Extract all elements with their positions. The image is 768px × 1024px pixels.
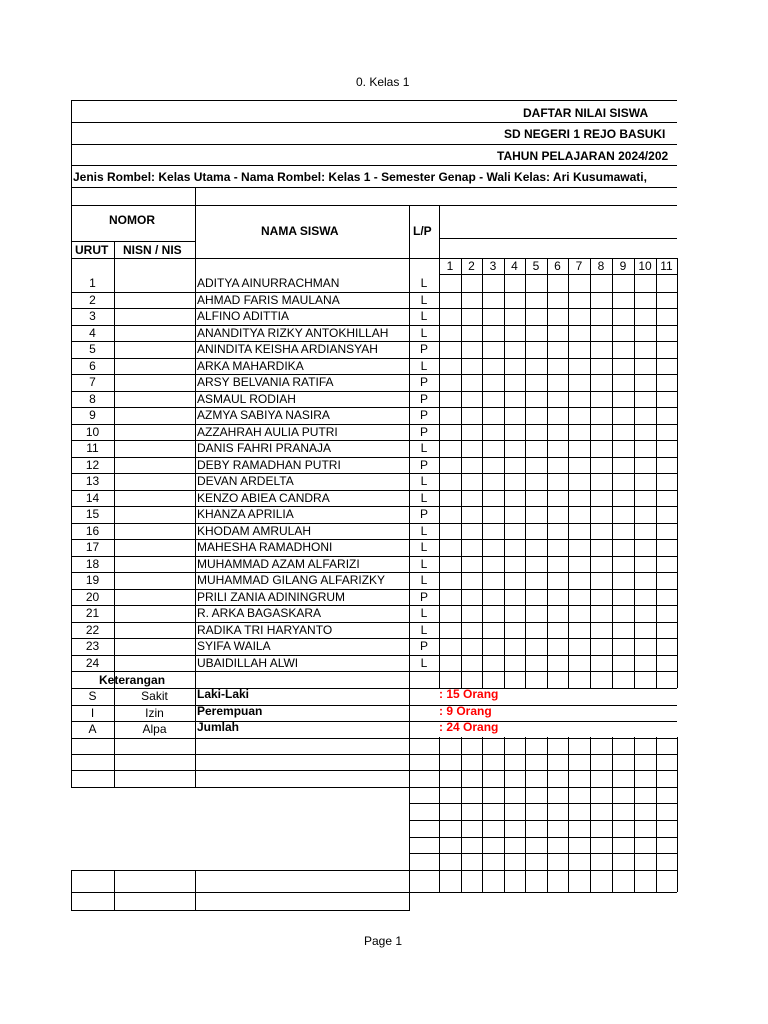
student-no: 9 xyxy=(89,408,96,422)
student-gender: L xyxy=(420,573,428,587)
student-no: 6 xyxy=(89,358,96,373)
ket-code: A xyxy=(88,722,97,736)
student-name: MAHESHA RAMADHONI xyxy=(197,540,333,554)
table-row xyxy=(0,572,768,589)
sign-box-vline xyxy=(71,870,72,911)
student-no: 20 xyxy=(85,589,100,604)
student-gender: L xyxy=(420,358,428,373)
lower-score-vline xyxy=(504,770,505,892)
student-gender: L xyxy=(420,325,428,340)
lower-grid-line xyxy=(409,803,677,804)
table-row xyxy=(0,341,768,358)
table-row xyxy=(0,292,768,309)
student-gender: L xyxy=(420,474,428,488)
lower-grid-line xyxy=(409,837,677,838)
table-row xyxy=(0,622,768,639)
title-line-2: SD NEGERI 1 REJO BASUKI xyxy=(504,127,666,141)
score-vline xyxy=(504,737,505,770)
ket-code: S xyxy=(88,689,97,703)
score-vline xyxy=(656,737,657,770)
student-no: 14 xyxy=(85,490,100,505)
row-hline xyxy=(71,671,677,672)
lp-vline xyxy=(409,737,410,770)
table-row xyxy=(0,473,768,490)
student-name: SYIFA WAILA xyxy=(197,639,271,653)
student-no: 3 xyxy=(89,309,96,323)
table-row xyxy=(0,391,768,408)
score-vline xyxy=(547,737,548,770)
score-col-number: 9 xyxy=(619,259,627,273)
student-gender: P xyxy=(419,375,428,389)
student-name: AZMYA SABIYA NASIRA xyxy=(197,408,330,422)
student-no: 13 xyxy=(85,474,100,488)
col-nama-siswa: NAMA SISWA xyxy=(261,224,339,238)
table-row xyxy=(0,638,768,655)
sign-box-line xyxy=(71,910,409,911)
table-row xyxy=(0,605,768,622)
col-urut: URUT xyxy=(75,243,109,257)
student-gender: L xyxy=(420,655,428,670)
header-top-line xyxy=(71,205,677,206)
student-name: KENZO ABIEA CANDRA xyxy=(197,490,330,505)
score-vline xyxy=(677,737,678,770)
score-vline xyxy=(461,737,462,770)
empty-row-line xyxy=(409,770,677,771)
lower-score-vline xyxy=(612,770,613,892)
table-row xyxy=(0,374,768,391)
student-no: 22 xyxy=(85,622,100,637)
student-name: AHMAD FARIS MAULANA xyxy=(197,292,340,307)
score-col-number: 7 xyxy=(575,259,583,273)
ket-label: Sakit xyxy=(141,689,168,703)
summary-value: : 24 Orang xyxy=(439,720,499,734)
col-nisn: NISN / NIS xyxy=(123,243,182,257)
table-row xyxy=(0,556,768,573)
title-hline xyxy=(71,165,677,166)
student-no: 8 xyxy=(89,391,96,406)
lower-grid-line xyxy=(409,787,677,788)
sign-box-vline xyxy=(409,870,410,911)
lower-score-vline xyxy=(568,770,569,892)
lower-score-vline xyxy=(439,770,440,892)
table-row xyxy=(0,424,768,441)
student-name: ANINDITA KEISHA ARDIANSYAH xyxy=(197,342,378,356)
student-gender: P xyxy=(419,507,428,521)
student-name: R. ARKA BAGASKARA xyxy=(197,606,322,620)
title-hline xyxy=(71,187,677,188)
score-vline xyxy=(568,737,569,770)
table-row xyxy=(0,589,768,606)
student-gender: P xyxy=(419,424,428,439)
nomor-divider xyxy=(71,241,195,242)
student-name: DEBY RAMADHAN PUTRI xyxy=(197,457,341,472)
table-row xyxy=(0,539,768,556)
lower-grid-line xyxy=(409,870,677,871)
score-vline xyxy=(612,737,613,770)
ket-label: Alpa xyxy=(142,722,167,736)
lower-score-vline xyxy=(525,770,526,892)
lower-score-vline xyxy=(634,770,635,892)
student-name: UBAIDILLAH ALWI xyxy=(197,655,299,670)
student-no: 24 xyxy=(85,655,100,670)
score-col-number: 4 xyxy=(511,259,518,273)
table-row xyxy=(0,523,768,540)
student-gender: L xyxy=(420,276,428,290)
student-name: DANIS FAHRI PRANAJA xyxy=(197,441,332,455)
col-lp: L/P xyxy=(413,224,432,238)
empty-row-line xyxy=(71,754,409,755)
student-no: 4 xyxy=(89,325,96,340)
table-row xyxy=(0,655,768,672)
student-gender: L xyxy=(420,441,428,455)
score-col-number: 6 xyxy=(554,259,561,273)
title-line-1: DAFTAR NILAI SISWA xyxy=(523,106,649,120)
lower-score-vline xyxy=(656,770,657,892)
student-gender: L xyxy=(420,606,428,620)
sign-box-line xyxy=(71,870,409,871)
table-row xyxy=(0,407,768,424)
title-hline xyxy=(71,100,677,101)
student-gender: L xyxy=(420,622,428,637)
lower-score-vline xyxy=(482,770,483,892)
student-gender: L xyxy=(420,292,428,307)
lower-grid-line xyxy=(409,892,677,893)
table-row xyxy=(0,506,768,523)
student-name: KHANZA APRILIA xyxy=(197,507,294,521)
score-vline xyxy=(525,737,526,770)
student-gender: P xyxy=(419,342,428,356)
score-vline xyxy=(634,737,635,770)
info-divider xyxy=(195,187,196,205)
table-row xyxy=(0,325,768,342)
summary-value: : 9 Orang xyxy=(439,703,492,718)
student-no: 2 xyxy=(89,292,96,307)
student-name: KHODAM AMRULAH xyxy=(197,523,312,538)
keterangan-label: Keterangan xyxy=(99,673,166,687)
student-gender: L xyxy=(420,540,428,554)
ket-row-line xyxy=(71,738,677,739)
summary-label: Perempuan xyxy=(197,703,263,718)
score-col-number: 5 xyxy=(532,259,540,273)
student-gender: L xyxy=(420,523,428,538)
student-no: 1 xyxy=(89,276,96,290)
score-col-number: 2 xyxy=(468,259,475,273)
table-row xyxy=(0,457,768,474)
summary-value: : 15 Orang xyxy=(439,687,499,701)
student-gender: P xyxy=(419,457,428,472)
student-gender: P xyxy=(419,589,428,604)
score-col-number: 1 xyxy=(446,259,454,273)
student-no: 21 xyxy=(85,606,100,620)
lower-score-vline xyxy=(677,770,678,892)
lower-grid-line xyxy=(409,853,677,854)
student-no: 19 xyxy=(85,573,100,587)
table-row xyxy=(0,308,768,325)
student-name: AZZAHRAH AULIA PUTRI xyxy=(197,424,338,439)
lower-score-vline xyxy=(590,770,591,892)
score-col-number: 11 xyxy=(660,259,673,273)
score-vline xyxy=(590,737,591,770)
student-gender: P xyxy=(419,391,428,406)
student-no: 15 xyxy=(85,507,100,521)
table-row xyxy=(0,358,768,375)
lower-grid-line xyxy=(409,820,677,821)
score-vline xyxy=(439,737,440,770)
summary-label: Laki-Laki xyxy=(197,687,250,701)
score-col-start xyxy=(439,205,440,258)
student-no: 12 xyxy=(85,457,100,472)
title-line-3: TAHUN PELAJARAN 2024/202 xyxy=(497,149,669,163)
student-name: ADITYA AINURRACHMAN xyxy=(197,276,340,290)
class-info: Jenis Rombel: Kelas Utama - Nama Rombel: Kelas 1 - Semester Genap - Wali Kelas: Ari Kusumawati, xyxy=(73,170,647,184)
student-name: ANANDITYA RIZKY ANTOKHILLAH xyxy=(197,325,389,340)
lower-score-vline xyxy=(461,770,462,892)
title-hline xyxy=(71,144,677,145)
student-no: 16 xyxy=(85,523,100,538)
score-header-line xyxy=(439,238,677,239)
sign-box-vline xyxy=(114,870,115,911)
student-name: ASMAUL RODIAH xyxy=(197,391,296,406)
student-gender: L xyxy=(420,556,428,571)
empty-row-line xyxy=(71,787,409,788)
summary-label: Jumlah xyxy=(197,720,240,734)
student-name: MUHAMMAD GILANG ALFARIZKY xyxy=(197,573,386,587)
title-hline xyxy=(71,122,677,123)
student-gender: P xyxy=(419,408,428,422)
page-header: 0. Kelas 1 xyxy=(356,75,410,89)
empty-row-line xyxy=(409,754,677,755)
student-no: 10 xyxy=(85,424,100,439)
student-name: DEVAN ARDELTA xyxy=(197,474,294,488)
student-no: 7 xyxy=(89,375,96,389)
score-col-number: 3 xyxy=(489,259,497,273)
lower-score-vline xyxy=(547,770,548,892)
sign-box-vline xyxy=(195,870,196,911)
table-row xyxy=(0,275,768,292)
page-footer: Page 1 xyxy=(364,934,403,948)
student-name: MUHAMMAD AZAM ALFARIZI xyxy=(197,556,360,571)
sign-box-line xyxy=(71,892,409,893)
student-name: ALFINO ADITTIA xyxy=(197,309,290,323)
col-nomor: NOMOR xyxy=(109,213,155,227)
student-no: 17 xyxy=(85,540,100,554)
student-no: 23 xyxy=(85,639,100,653)
student-gender: L xyxy=(420,309,428,323)
table-row xyxy=(0,440,768,457)
score-col-number: 10 xyxy=(638,259,652,273)
student-gender: L xyxy=(420,490,428,505)
student-name: ARKA MAHARDIKA xyxy=(197,358,304,373)
score-vline xyxy=(482,737,483,770)
student-name: ARSY BELVANIA RATIFA xyxy=(197,375,334,389)
student-no: 5 xyxy=(89,342,96,356)
score-col-number: 8 xyxy=(597,259,605,273)
student-no: 11 xyxy=(86,441,99,455)
student-no: 18 xyxy=(85,556,100,571)
ket-code: I xyxy=(90,705,95,720)
empty-row-line xyxy=(71,770,409,771)
student-name: PRILI ZANIA ADININGRUM xyxy=(197,589,346,604)
table-row xyxy=(0,490,768,507)
student-gender: P xyxy=(419,639,428,653)
ket-label: Izin xyxy=(145,705,164,720)
student-name: RADIKA TRI HARYANTO xyxy=(197,622,333,637)
